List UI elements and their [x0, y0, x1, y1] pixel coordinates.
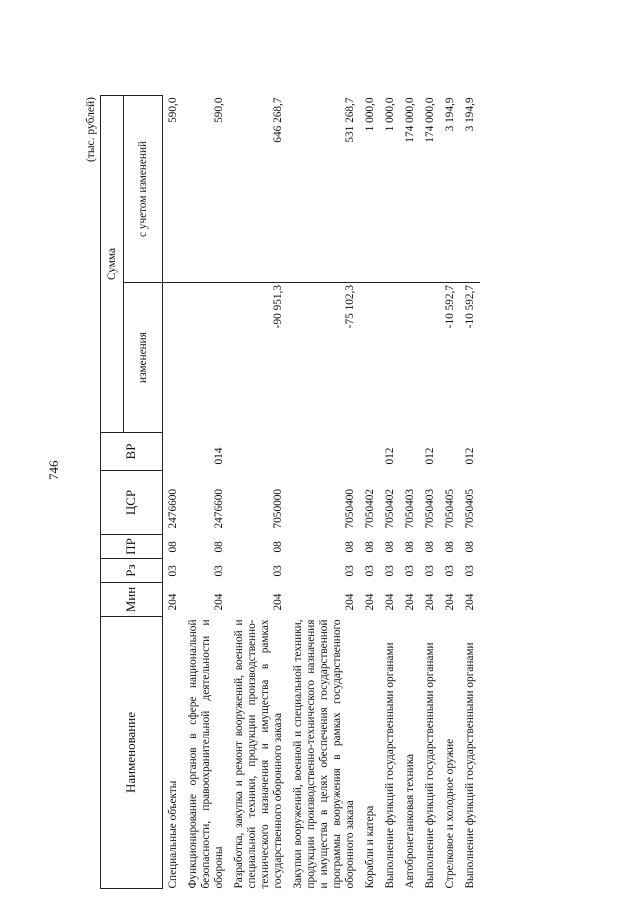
table-row [163, 96, 183, 889]
row-name: Автобронетанковая техника [403, 753, 416, 889]
row-csr: 7050000 [271, 488, 284, 529]
row-change [380, 283, 400, 433]
table-row [400, 96, 420, 889]
row-vr [400, 433, 420, 471]
row-name: Выполнение функций государственными органами [463, 642, 476, 889]
row-vr [440, 433, 460, 471]
row-vr: 012 [423, 447, 436, 465]
row-change [360, 283, 380, 433]
row-csr: 2476600 [167, 488, 179, 529]
header-sum: Сумма [101, 96, 124, 433]
row-total: 1 000,0 [360, 96, 380, 283]
row-min: 204 [463, 593, 476, 611]
row-vr [229, 433, 288, 471]
row-total: 646 268,7 [229, 96, 288, 283]
row-total: 531 268,7 [288, 96, 360, 283]
row-csr: 7050402 [383, 488, 396, 529]
row-pr: 08 [343, 541, 356, 553]
row-min: 204 [403, 593, 416, 611]
header-pr: ПР [101, 535, 163, 559]
row-min: 204 [212, 593, 225, 611]
row-rz: 03 [343, 565, 356, 577]
row-rz: 03 [443, 565, 456, 577]
header-change: изменения [124, 283, 163, 433]
row-change: -75 102,3 [343, 285, 356, 329]
row-pr: 08 [383, 541, 396, 553]
row-rz: 03 [463, 565, 476, 577]
header-csr: ЦСР [101, 471, 163, 535]
row-rz: 03 [403, 565, 416, 577]
row-min: 204 [383, 593, 396, 611]
row-rz: 03 [271, 565, 284, 577]
row-rz: 03 [167, 565, 179, 577]
row-name: Выполнение функций государственными органами [383, 642, 396, 889]
row-csr: 2476600 [212, 488, 225, 529]
row-min: 204 [443, 593, 456, 611]
row-vr [163, 433, 183, 471]
table-header [101, 96, 163, 889]
row-vr: 012 [383, 447, 396, 465]
header-name: Наименование [101, 617, 163, 889]
row-name: Разработка, закупка и ремонт вооружений, военной и специальной техники, продукции производственно-технического назначения и имущества в рамках государственного оборонного заказа [232, 619, 284, 889]
row-vr [360, 433, 380, 471]
row-name: Выполнение функций государственными органами [423, 642, 436, 889]
header-vr: ВР [101, 433, 163, 471]
row-total: 590,0 [183, 96, 229, 283]
table-row [229, 96, 288, 889]
row-rz: 03 [383, 565, 396, 577]
row-vr: 012 [463, 447, 476, 465]
row-rz: 03 [212, 565, 225, 577]
row-pr: 08 [403, 541, 416, 553]
row-total: 174 000,0 [400, 96, 420, 283]
row-min: 204 [271, 593, 284, 611]
table-row [380, 96, 400, 889]
row-total: 3 194,9 [460, 96, 480, 283]
row-name: Корабли и катера [363, 805, 376, 889]
row-min: 204 [363, 593, 376, 611]
row-name: Функционирование органов в сфере национальной безопасности, правоохранительной деятельности и обороны [186, 619, 225, 889]
row-total: 174 000,0 [420, 96, 440, 283]
row-change [400, 283, 420, 433]
row-name: Специальные объекты [167, 780, 179, 889]
row-pr: 08 [463, 541, 476, 553]
header-rz: Рз [101, 559, 163, 583]
row-name: Закупки вооружений, военной и специальной техники, продукции производственно-технического назначения и имущества в целях обеспечения государственной программы вооружения в рамках государственного оборонного заказа [291, 619, 356, 889]
row-csr: 7050405 [443, 488, 456, 529]
header-with-change: с учетом изменений [124, 96, 163, 283]
row-csr: 7050402 [363, 488, 376, 529]
row-pr: 08 [212, 541, 225, 553]
row-csr: 7050405 [463, 488, 476, 529]
row-rz: 03 [363, 565, 376, 577]
row-min: 204 [167, 593, 179, 611]
row-rz: 03 [423, 565, 436, 577]
row-pr: 08 [443, 541, 456, 553]
row-change: -10 592,7 [443, 285, 456, 329]
table-row [183, 96, 229, 889]
unit-note: (тыс. рублей) [85, 97, 97, 163]
row-pr: 08 [423, 541, 436, 553]
page-number: 746 [46, 460, 61, 480]
table-row [288, 96, 360, 889]
row-change: -10 592,7 [463, 285, 476, 329]
row-csr: 7050403 [403, 488, 416, 529]
row-change [420, 283, 440, 433]
row-change [183, 283, 229, 433]
row-vr: 014 [212, 447, 225, 465]
table-row [420, 96, 440, 889]
row-min: 204 [343, 593, 356, 611]
row-pr: 08 [167, 541, 179, 553]
header-min: Мин [101, 583, 163, 617]
budget-table [100, 95, 480, 889]
row-vr [288, 433, 360, 471]
row-min: 204 [423, 593, 436, 611]
table-row [360, 96, 380, 889]
row-csr: 7050400 [343, 488, 356, 529]
row-name: Стрелковое и холодное оружие [443, 738, 456, 889]
row-change [163, 283, 183, 433]
row-pr: 08 [363, 541, 376, 553]
table-body [163, 96, 480, 889]
row-pr: 08 [271, 541, 284, 553]
table-row [460, 96, 480, 889]
row-total: 590,0 [163, 96, 183, 283]
table-row [440, 96, 460, 889]
row-total: 1 000,0 [380, 96, 400, 283]
row-change: -90 951,3 [271, 285, 284, 329]
row-total: 3 194,9 [440, 96, 460, 283]
row-csr: 7050403 [423, 488, 436, 529]
